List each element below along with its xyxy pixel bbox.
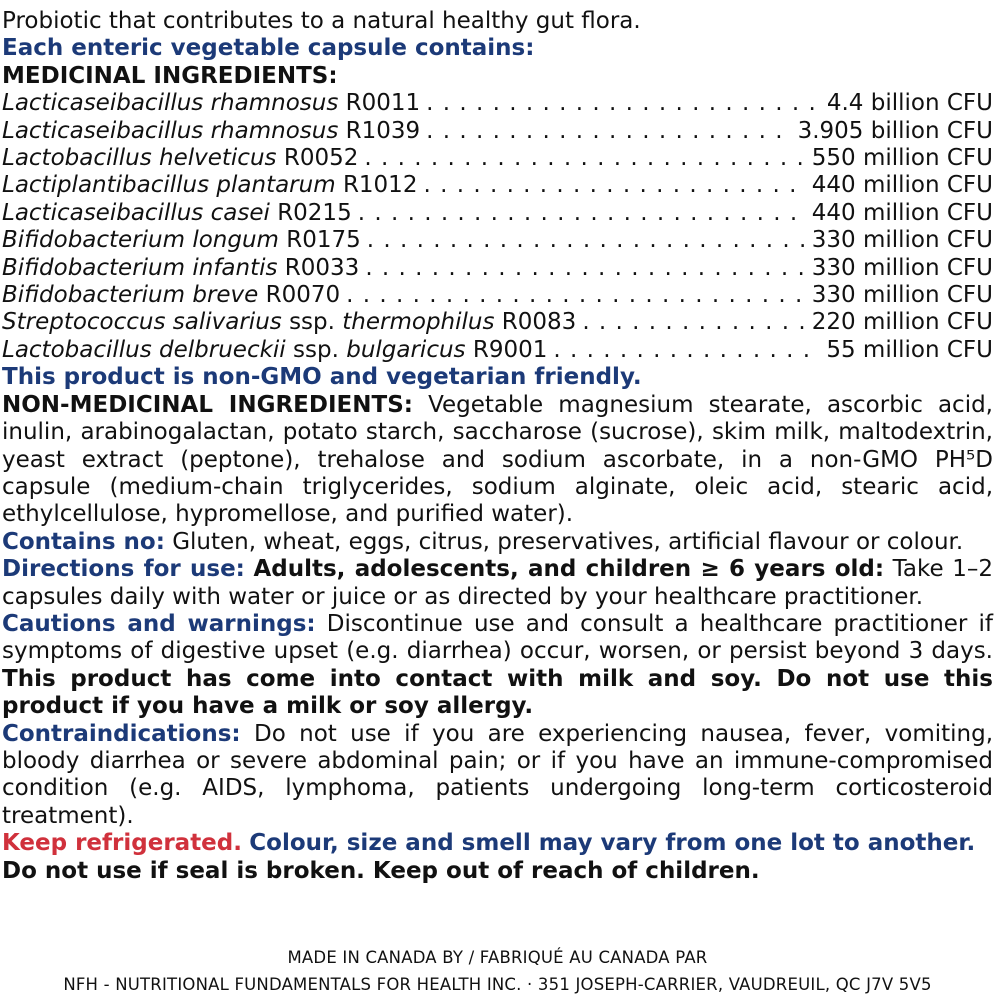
storage-note [2, 830, 993, 857]
ingredient-name: Lactiplantibacillus plantarum R1012 [2, 172, 418, 199]
ingredient-row [2, 118, 993, 145]
made-in-canada: MADE IN CANADA BY / FABRIQUÉ AU CANADA PAR [287, 948, 708, 967]
ingredient-name: Lacticaseibacillus rhamnosus R0011 [2, 90, 421, 117]
contains-no-text: Gluten, wheat, eggs, citrus, preservatives, artificial flavour or colour. [172, 528, 964, 555]
ingredient-name: Streptococcus salivarius ssp. thermophilus R0083 [2, 309, 577, 336]
non-medicinal-label: NON-MEDICINAL INGREDIENTS: [2, 391, 413, 418]
ingredient-row [2, 90, 993, 117]
ingredient-name: Lactobacillus helveticus R0052 [2, 145, 359, 172]
contraindications [2, 721, 993, 831]
leader-dots [358, 200, 806, 227]
allergy-warning: This product has come into contact with milk and soy. Do not use this product if you have a milk or soy allergy. [2, 665, 993, 720]
ingredient-row [2, 282, 993, 309]
manufacturer-footer [0, 944, 995, 998]
ingredient-row [2, 337, 993, 364]
ingredient-amount: 220 million CFU [811, 309, 993, 336]
non-gmo-statement: This product is non-GMO and vegetarian friendly. [2, 364, 642, 391]
medicinal-heading: MEDICINAL INGREDIENTS: [2, 62, 338, 89]
contains-no-label: Contains no: [2, 528, 165, 555]
contraindications-label: Contraindications: [2, 720, 241, 747]
company-address: NFH - NUTRITIONAL FUNDAMENTALS FOR HEALTH INC. · 351 JOSEPH-CARRIER, VAUDREUIL, QC J7V 5V5 [63, 975, 932, 994]
contraindications-text: Do not use if you are experiencing nausea, fever, vomiting, bloody diarrhea or severe abdominal pain; or if you have an immune-compromised condition (e.g. AIDS, lymphoma, patients undergoing long-term corticosteroid treatment). [2, 720, 994, 829]
leader-dots [367, 227, 806, 254]
leader-dots [553, 337, 820, 364]
non-medicinal-ingredients [2, 392, 993, 529]
cautions-text: Discontinue use and consult a healthcare practitioner if symptoms of digestive upset (e.g. diarrhea) occur, worsen, or persist beyond 3 days. [2, 610, 993, 665]
ingredient-row [2, 145, 993, 172]
variation-note: Colour, size and smell may vary from one lot to another. [249, 830, 976, 857]
ingredient-row [2, 309, 993, 336]
leader-dots [426, 90, 821, 117]
directions-text: Take 1–2 capsules daily with water or juice or as directed by your healthcare practitioner. [2, 556, 993, 610]
ingredient-name: Bifidobacterium longum R0175 [2, 227, 361, 254]
ingredient-name: Lacticaseibacillus rhamnosus R1039 [2, 117, 421, 144]
ingredient-amount: 4.4 billion CFU [826, 90, 993, 117]
ingredient-amount: 330 million CFU [811, 282, 993, 309]
leader-dots [365, 255, 805, 282]
contains-no [2, 529, 993, 556]
ingredient-name: Lacticaseibacillus casei R0215 [2, 199, 352, 226]
non-medicinal-text: Vegetable magnesium stearate, ascorbic acid, inulin, arabinogalactan, potato starch, saccharose (sucrose), skim milk, maltodextrin, yeast extract (peptone), trehalose and sodium ascorbate, in a non-GMO PH⁵D capsule (medium-chain triglycerides, sodium alginate, oleic acid, stearic acid, ethylcellulose, hypromellose, and purified water). [2, 391, 993, 528]
ingredient-list [2, 90, 993, 364]
leader-dots [364, 145, 805, 172]
leader-dots [582, 309, 805, 336]
ingredient-amount: 440 million CFU [811, 172, 993, 199]
directions-for-use [2, 556, 993, 611]
ingredient-amount: 330 million CFU [811, 254, 993, 281]
leader-dots [346, 282, 806, 309]
directions-audience: Adults, adolescents, and children ≥ 6 years old: [253, 556, 885, 583]
safety-note: Do not use if seal is broken. Keep out of reach of children. [2, 857, 760, 884]
ingredient-name: Bifidobacterium infantis R0033 [2, 254, 360, 281]
cautions-label: Cautions and warnings: [2, 610, 316, 637]
capsule-heading: Each enteric vegetable capsule contains: [2, 35, 535, 62]
directions-label: Directions for use: [2, 556, 245, 583]
ingredient-name: Bifidobacterium breve R0070 [2, 282, 341, 309]
ingredient-amount: 440 million CFU [811, 199, 993, 226]
ingredient-name: Lactobacillus delbrueckii ssp. bulgaricus R9001 [2, 336, 548, 363]
ingredient-row [2, 227, 993, 254]
ingredient-amount: 550 million CFU [811, 145, 993, 172]
leader-dots [426, 118, 791, 145]
ingredient-row [2, 255, 993, 282]
ingredient-row [2, 172, 993, 199]
ingredient-amount: 3.905 billion CFU [797, 117, 993, 144]
leader-dots [423, 172, 805, 199]
ingredient-amount: 55 million CFU [826, 336, 993, 363]
cautions-and-warnings [2, 611, 993, 721]
intro-text: Probiotic that contributes to a natural healthy gut flora. [2, 8, 641, 34]
ingredient-row [2, 200, 993, 227]
refrigerate-warning: Keep refrigerated. [2, 830, 242, 857]
ingredient-amount: 330 million CFU [811, 227, 993, 254]
